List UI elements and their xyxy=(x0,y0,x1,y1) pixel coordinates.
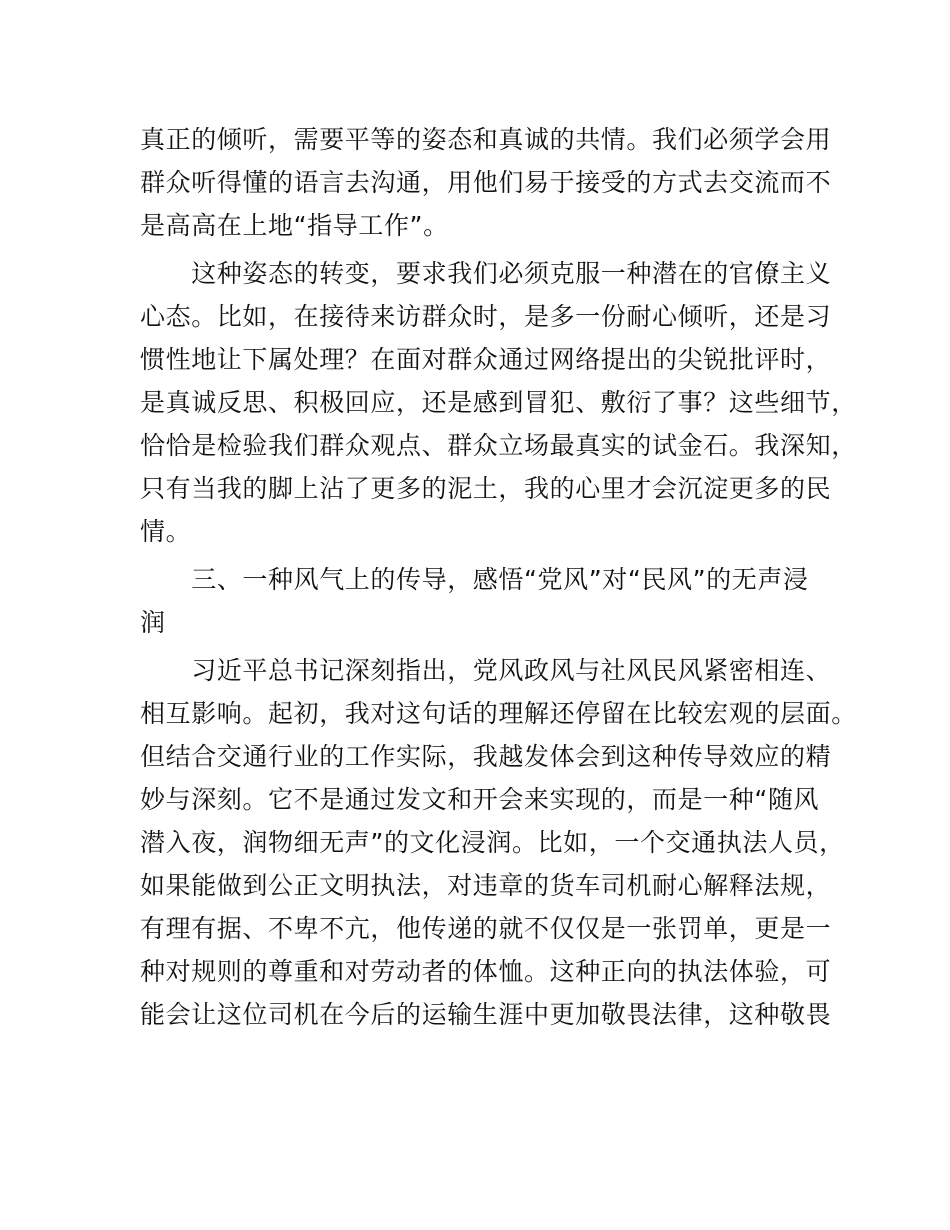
paragraph xyxy=(140,252,857,553)
text-line: 这种姿态的转变，要求我们必须克服一种潜在的官僚主义 xyxy=(140,259,832,288)
text-line: 心态。比如，在接待来访群众时，是多一份耐心倾听，还是习 xyxy=(140,302,832,331)
text-line: 三、一种风气上的传导，感悟“党风”对“民风”的无声浸 xyxy=(140,565,809,594)
text-line: 妙与深刻。它不是通过发文和开会来实现的，而是一种“随风 xyxy=(140,785,820,814)
text-line: 只有当我的脚上沾了更多的泥土，我的心里才会沉淀更多的民 xyxy=(140,474,832,503)
text-line: 种对规则的尊重和对劳动者的体恤。这种正向的执法体验，可 xyxy=(140,957,832,986)
text-line: 群众听得懂的语言去沟通，用他们易于接受的方式去交流而不 xyxy=(140,168,832,197)
document-page xyxy=(140,118,857,1041)
paragraph xyxy=(140,118,840,247)
text-line: 是高高在上地“指导工作”。 xyxy=(140,211,449,240)
text-line: 但结合交通行业的工作实际，我越发体会到这种传导效应的精 xyxy=(140,742,832,771)
text-line: 习近平总书记深刻指出，党风政风与社风民风紧密相连、 xyxy=(140,656,832,685)
paragraph xyxy=(140,558,840,644)
text-line: 能会让这位司机在今后的运输生涯中更加敬畏法律，这种敬畏 xyxy=(140,1000,832,1029)
text-line: 潜入夜，润物细无声”的文化浸润。比如，一个交通执法人员， xyxy=(140,828,845,857)
text-line: 相互影响。起初，我对这句话的理解还停留在比较宏观的层面。 xyxy=(140,699,857,728)
paragraph xyxy=(140,649,857,1036)
text-line: 有理有据、不卑不亢，他传递的就不仅仅是一张罚单，更是一 xyxy=(140,914,832,943)
text-line: 润 xyxy=(140,608,166,637)
text-line: 如果能做到公正文明执法，对违章的货车司机耐心解释法规， xyxy=(140,871,832,900)
text-line: 是真诚反思、积极回应，还是感到冒犯、敷衍了事？这些细节， xyxy=(140,388,857,417)
text-line: 真正的倾听，需要平等的姿态和真诚的共情。我们必须学会用 xyxy=(140,125,832,154)
text-line: 惯性地让下属处理？在面对群众通过网络提出的尖锐批评时， xyxy=(140,345,832,374)
text-line: 恰恰是检验我们群众观点、群众立场最真实的试金石。我深知， xyxy=(140,431,857,460)
text-line: 情。 xyxy=(140,517,192,546)
